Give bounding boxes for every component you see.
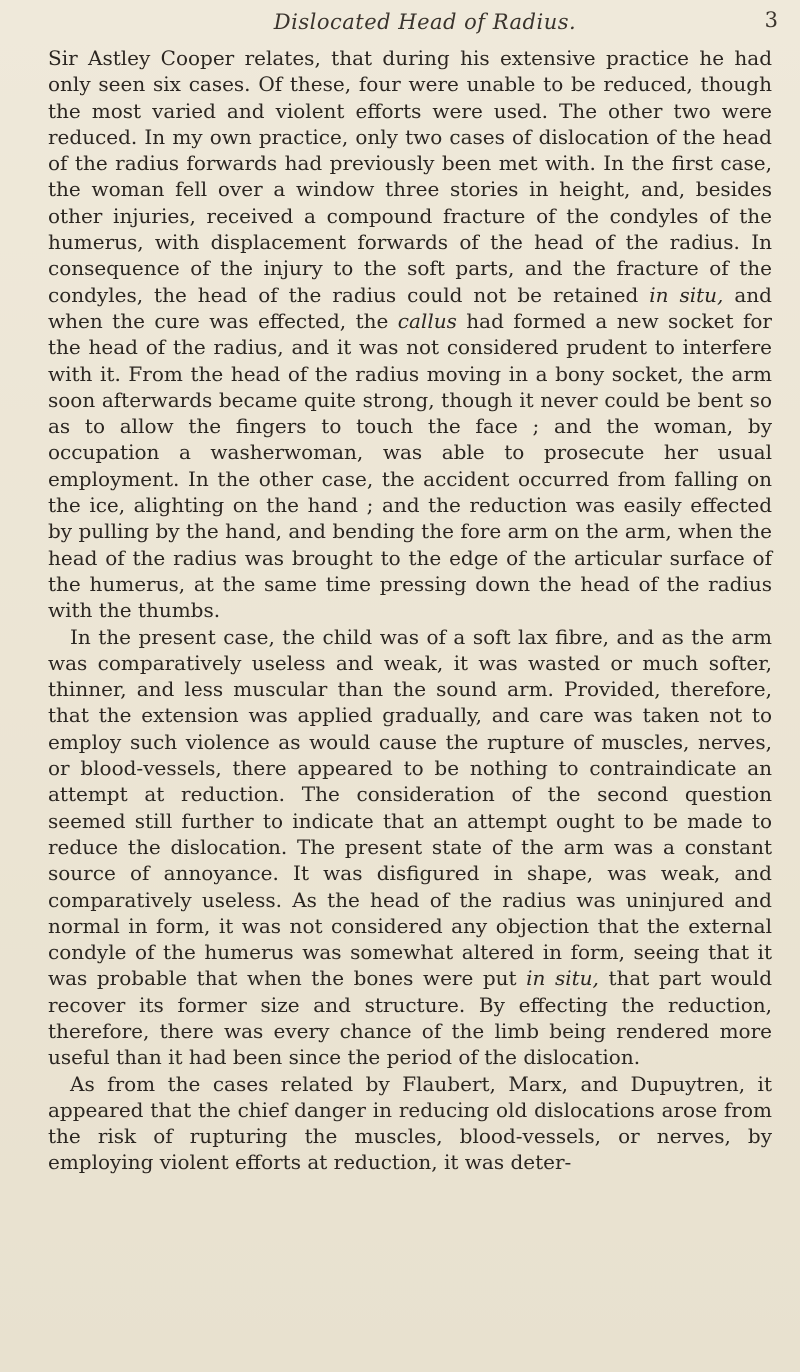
italic-run: in situ, bbox=[526, 966, 599, 991]
italic-run: callus bbox=[397, 308, 457, 333]
italic-run: in situ, bbox=[649, 282, 724, 307]
text-run: had formed a new socket for the head of the radius, and it was not considered prudent to interfere with it. From the head of the radius moving in a bony socket, the arm soon afterwards became quite strong, though it never could be bent so as to allow the fingers to touch the face ; and the woman, by occupation a washerwoman, was able to prosecute her usual employment. In the other case, the accident occurred from falling on the ice, alighting on the hand ; and the reduction was easily effected by pulling by the hand, and bending the fore arm on the arm, when the head of the radius was brought to the edge of the articular surface of the humerus, at the same time pressing down the head of the radius with the thumbs. bbox=[48, 308, 772, 623]
paragraph-1 bbox=[48, 45, 772, 624]
paragraph-2 bbox=[48, 624, 772, 1071]
text-run: In the present case, the child was of a soft lax fibre, and as the arm was comparatively useless and weak, it was wasted or much softer, thinner, and less muscular than the sound arm. Provided, therefore, that the extension was applied gradually, and care was taken not to employ such violence as would cause the rupture of muscles, nerves, or blood-vessels, there appeared to be nothing to contraindicate an attempt at reduction. The consideration of the second question seemed still further to indicate that an attempt ought to be made to reduce the dislocation. The present state of the arm was a constant source of annoyance. It was disfigured in shape, was weak, and comparatively useless. As the head of the radius was uninjured and normal in form, it was not considered any objection that the external condyle of the humerus was somewhat altered in form, seeing that it was probable that when the bones were put bbox=[48, 624, 772, 991]
text-run: and when the cure was effected, the bbox=[48, 282, 772, 333]
text-run: Sir Astley Cooper relates, that during his extensive practice he had only seen six cases. Of these, four were unable to be reduced, though the most varied and violent efforts were used. The other two were reduced. In my own practice, only two cases of dislocation of the head of the radius forwards had previously been met with. In the first case, the woman fell over a window three stories in height, and, besides other injuries, received a compound fracture of the condyles of the humerus, with displacement forwards of the head of the radius. In consequence of the injury to the soft parts, and the fracture of the condyles, the head of the radius could not be retained bbox=[48, 46, 772, 307]
running-title: Dislocated Head of Radius. bbox=[273, 10, 577, 34]
text-run: As from the cases related by Flaubert, Marx, and Dupuytren, it appeared that the chief danger in reducing old dislocations arose from the risk of rupturing the muscles, blood-vessels, or nerves, by employing violent efforts at reduction, it was deter- bbox=[48, 1071, 772, 1175]
text-run: that part would recover its former size and structure. By effecting the reduction, therefore, there was every chance of the limb being rendered more useful than it had been since the period of the dislocation. bbox=[48, 966, 773, 1070]
page-number: 3 bbox=[764, 8, 778, 32]
paragraph-3 bbox=[48, 1071, 772, 1176]
body-text bbox=[48, 45, 772, 1176]
